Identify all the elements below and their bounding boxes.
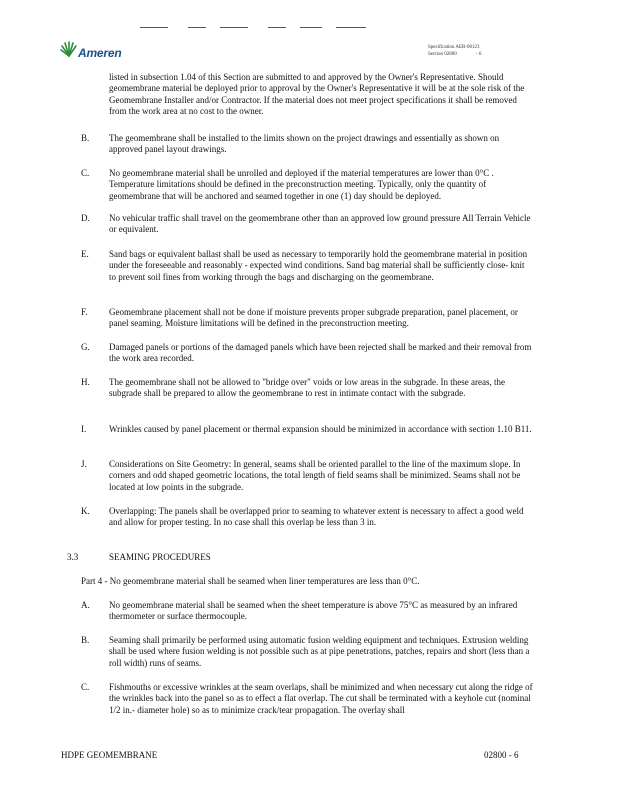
- item-text: No vehicular traffic shall travel on the geomembrane other than an approved low ground pressure All Terrain Vehicle or equivalent.: [109, 213, 531, 235]
- item-text: No geomembrane material shall be seamed when the sheet temperature is above 75°C as measured by an infrared thermometer or surface thermocouple.: [109, 600, 518, 622]
- item-text: Overlapping: The panels shall be overlapped prior to seaming to whatever extent is necessary to affect a good weld and allow for proper testing. In no case shall this overlap be less than 3 in.: [109, 506, 524, 528]
- item-text: No geomembrane material shall be unrolled and deployed if the material temperatures are lower than 0°C . Temperature limitations should be defined in the preconstruction meeting. Typically, only the quantity of geomembrane that will be anchored and seamed together in one (1) day should be deployed.: [109, 168, 494, 201]
- intro-paragraph: listed in subsection 1.04 of this Section are submitted to and approved by the Owner's Representative. Should geomembrane material be deployed prior to approval by the Owner's Representative it will be at the sole risk of the Geomembrane Installer and/or Contractor. If the material does not meet project specifications it shall be removed from the work area at no cost to the owner.: [109, 72, 525, 117]
- footer-title: HDPE GEOMEMBRANE: [61, 750, 158, 760]
- item-text: Fishmouths or excessive wrinkles at the seam overlaps, shall be minimized and when necessary cut along the ridge of the wrinkles back into the panel so as to effect a flat overlap. The cut shall be terminated with a keyhole cut (nominal 1/2 in.- diameter hole) so as to minimize crack/tear propagation. The overlay shall: [109, 682, 533, 715]
- item-letter: D.: [81, 213, 90, 223]
- item-text: Seaming shall primarily be performed using automatic fusion welding equipment and techniques. Extrusion welding shall be used where fusion welding is not possible such as at pipe penetrations, patches, repairs and short (less than a roll width) runs of seams.: [109, 635, 530, 668]
- item-text: Wrinkles caused by panel placement or thermal expansion should be minimized in accordance with section 1.10 B11.: [109, 424, 532, 434]
- ameren-logo-icon: [58, 40, 80, 62]
- section-number: 3.3: [67, 552, 79, 562]
- item-letter: A.: [81, 600, 90, 610]
- item-letter: I.: [81, 424, 87, 434]
- item-letter: H.: [81, 377, 90, 387]
- ameren-logo: [58, 40, 148, 64]
- item-letter: K.: [81, 506, 90, 516]
- item-letter: B.: [81, 635, 90, 645]
- spec-page: - 6: [476, 52, 482, 57]
- item-text: Geomembrane placement shall not be done if moisture prevents proper subgrade preparation, panel placement, or panel seaming. Moisture limitations will be defined in the preconstruction meeting.: [109, 307, 518, 329]
- spec-block: [428, 44, 481, 58]
- item-text: Considerations on Site Geometry: In general, seams shall be oriented parallel to the line of the maximum slope. In corners and odd shaped geometric locations, the total length of field seams shall be minimized. Seams shall not be located at low points in the subgrade.: [109, 459, 521, 492]
- item-letter: G.: [81, 342, 90, 352]
- section-title: SEAMING PROCEDURES: [109, 552, 211, 562]
- item-letter: E.: [81, 249, 89, 259]
- item-letter: C.: [81, 682, 90, 692]
- header-rule-marks: [140, 27, 370, 29]
- item-letter: B.: [81, 133, 90, 143]
- spec-number: Specification AER-00123: [428, 45, 480, 50]
- item-text: Damaged panels or portions of the damaged panels which have been rejected shall be marked and their removal from the work area recorded.: [109, 342, 532, 364]
- item-text: Sand bags or equivalent ballast shall be used as necessary to temporarily hold the geomembrane material in position under the foreseeable and reasonably - expected wind conditions. Sand bag material shall be sufficiently close- knit to prevent soil fines from working through the bags and discharging on the geomembrane.: [109, 249, 528, 282]
- logo-text: Ameren: [78, 46, 122, 60]
- item-text: The geomembrane shall be installed to the limits shown on the project drawings and essentially as shown on approved panel layout drawings.: [109, 133, 500, 155]
- item-letter: C.: [81, 168, 90, 178]
- spec-section: Section 02800: [428, 52, 457, 57]
- footer-page-number: 02800 - 6: [484, 750, 519, 760]
- part4-paragraph: Part 4 - No geomembrane material shall be seamed when liner temperatures are less than 0°C.: [81, 576, 420, 586]
- item-letter: F.: [81, 307, 88, 317]
- item-text: The geomembrane shall not be allowed to "bridge over" voids or low areas in the subgrade. In these areas, the subgrade shall be prepared to allow the geomembrane to rest in intimate contact with the subgrade.: [109, 377, 505, 399]
- spec-section-line: [428, 51, 481, 58]
- item-letter: J.: [81, 459, 87, 469]
